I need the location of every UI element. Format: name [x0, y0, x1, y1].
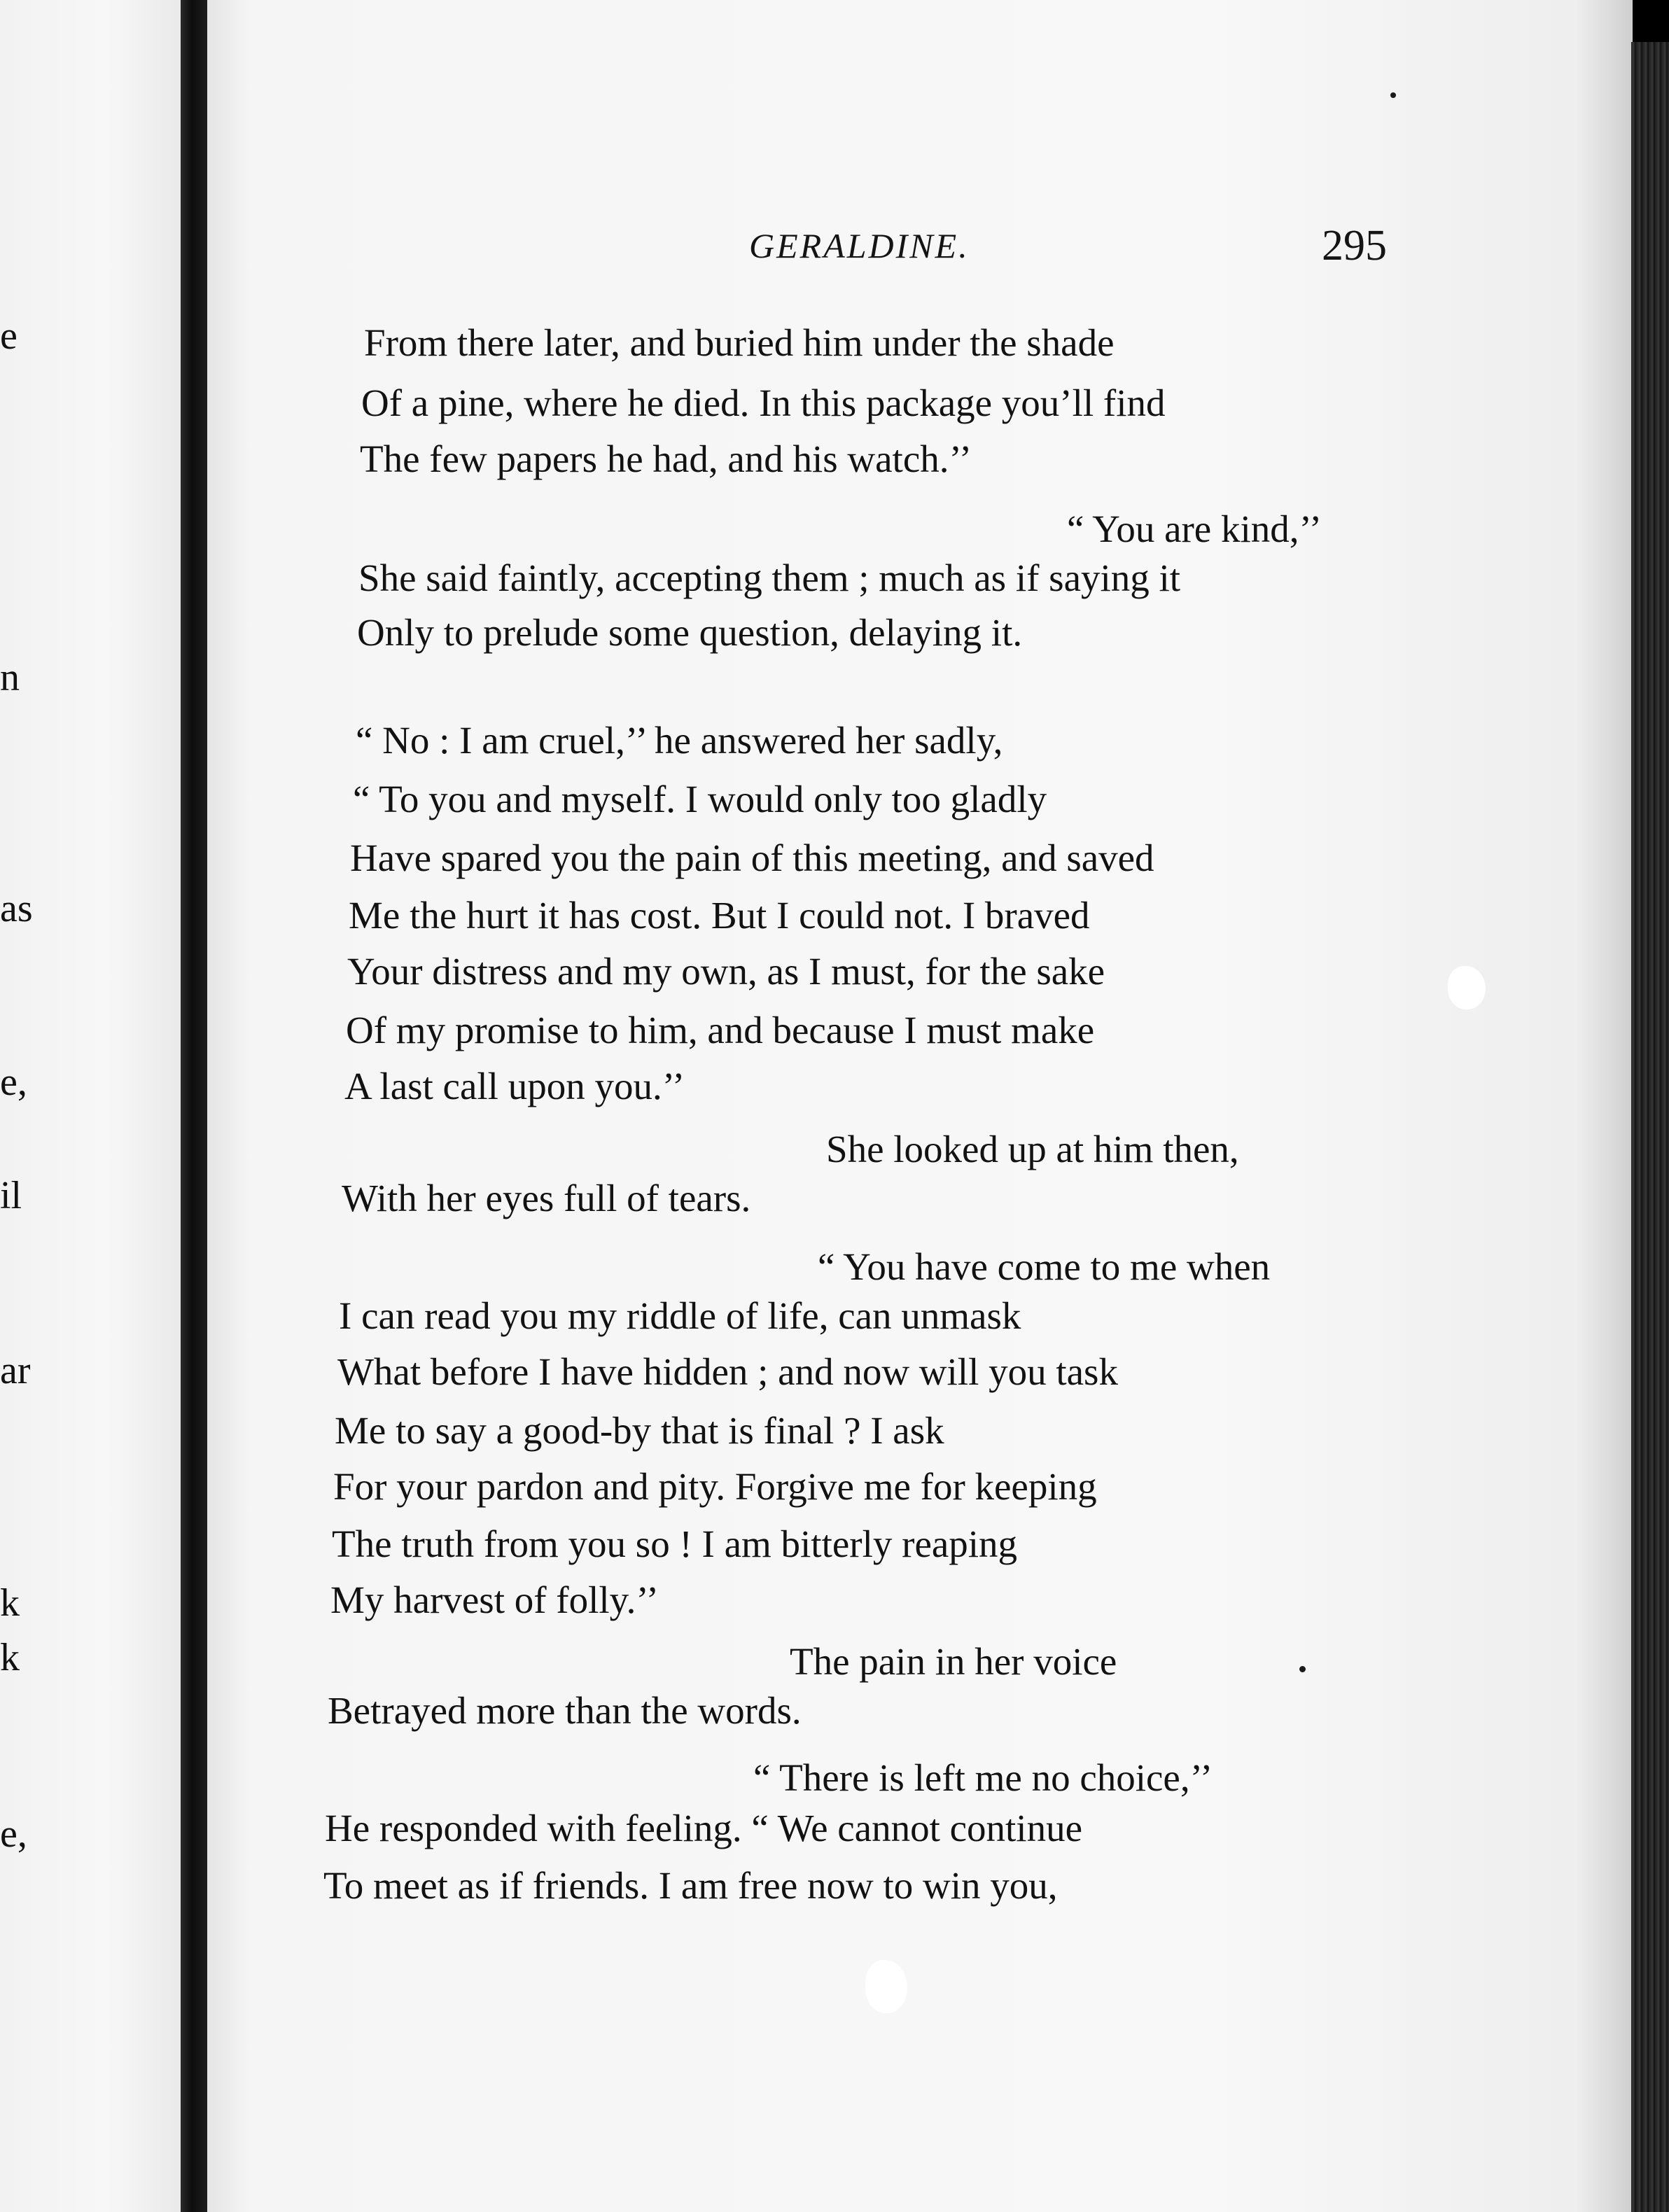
text-line: The few papers he had, and his watch.’’	[360, 438, 972, 480]
left-page-fragment: ar	[0, 1349, 31, 1392]
text-line: Me the hurt it has cost. But I could not. I braved	[349, 894, 1090, 937]
text-line: “ You have come to me when	[818, 1245, 1271, 1288]
text-line: Of a pine, where he died. In this package you’ll find	[361, 382, 1166, 424]
scan-speck	[1390, 92, 1396, 98]
paper-blemish	[865, 1960, 907, 2013]
left-page-fragment: n	[0, 656, 20, 699]
text-line: With her eyes full of tears.	[342, 1177, 751, 1219]
paper-blemish	[1448, 966, 1486, 1009]
left-page-edge	[0, 0, 182, 2212]
left-page-fragment: e,	[0, 1812, 27, 1856]
page-stack-edge	[1631, 42, 1669, 2212]
text-line: He responded with feeling. “ We cannot continue	[325, 1807, 1082, 1849]
text-line: A last call upon you.’’	[344, 1065, 685, 1107]
text-line: The pain in her voice	[790, 1640, 1117, 1683]
text-line: Only to prelude some question, delaying it.	[357, 611, 1023, 654]
left-page-fragment: e,	[0, 1060, 27, 1104]
text-line: Betrayed more than the words.	[328, 1689, 802, 1732]
left-page-fragment: k	[0, 1636, 20, 1679]
page-number: 295	[1322, 222, 1387, 270]
text-line: What before I have hidden ; and now will you task	[337, 1350, 1118, 1393]
text-line: Me to say a good-by that is final ? I ask	[335, 1409, 944, 1452]
left-page-fragment: as	[0, 887, 33, 930]
text-line: “ To you and myself. I would only too gladly	[353, 778, 1047, 820]
text-line: Have spared you the pain of this meeting, and saved	[350, 836, 1154, 879]
text-line: For your pardon and pity. Forgive me for keeping	[333, 1465, 1097, 1508]
left-page-fragment: e	[0, 314, 18, 358]
text-line: Of my promise to him, and because I must make	[346, 1009, 1095, 1051]
text-line: “ No : I am cruel,’’ he answered her sadly,	[356, 719, 1003, 762]
text-line: The truth from you so ! I am bitterly reaping	[332, 1522, 1018, 1565]
text-line: From there later, and buried him under the shade	[364, 321, 1115, 364]
text-line: Your distress and my own, as I must, for the sake	[347, 950, 1105, 993]
book-gutter	[181, 0, 209, 2212]
text-line: She said faintly, accepting them ; much as if saying it	[358, 556, 1181, 599]
text-line: To meet as if friends. I am free now to win you,	[323, 1864, 1058, 1907]
text-line: She looked up at him then,	[826, 1128, 1239, 1170]
text-line: My harvest of folly.’’	[330, 1578, 659, 1621]
text-line: “ You are kind,’’	[1067, 507, 1322, 550]
left-page-fragment: k	[0, 1581, 20, 1625]
left-page-fragment: il	[0, 1174, 22, 1217]
text-line: “ There is left me no choice,’’	[753, 1756, 1213, 1799]
running-title: GERALDINE.	[749, 226, 970, 265]
scan-speck	[1299, 1666, 1306, 1672]
text-line: I can read you my riddle of life, can unmask	[339, 1294, 1021, 1337]
